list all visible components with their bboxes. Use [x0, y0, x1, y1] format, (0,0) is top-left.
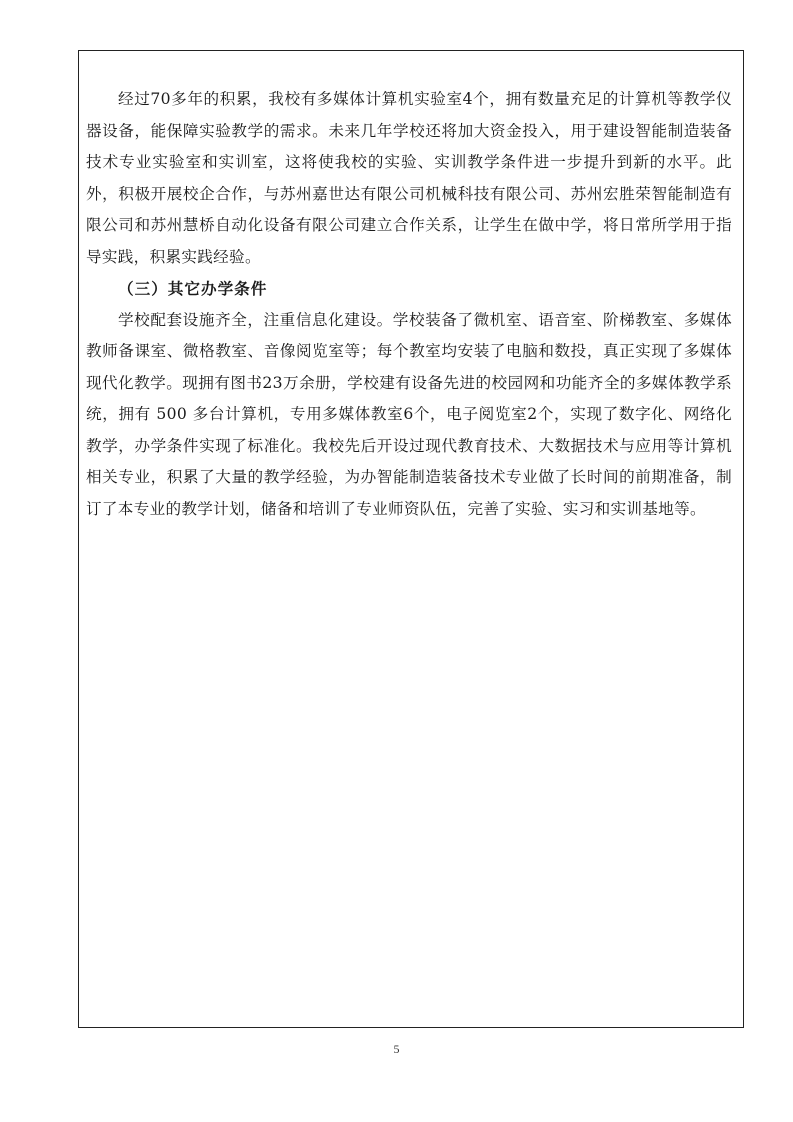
page-number: 5 — [393, 1042, 400, 1056]
document-body — [86, 84, 732, 525]
section-heading-other-conditions: （三）其它办学条件 — [118, 279, 268, 298]
paragraph-lab-resources: 经过70多年的积累，我校有多媒体计算机实验室4个，拥有数量充足的计算机等教学仪器设备，能保障实验教学的需求。未来几年学校还将加大资金投入，用于建设智能制造装备技术专业实验室和实训室，这将使我校的实验、实训教学条件进一步提升到新的水平。此外，积极开展校企合作，与苏州嘉世达有限公司机械科技有限公司、苏州宏胜荣智能制造有限公司和苏州慧桥自动化设备有限公司建立合作关系，让学生在做中学，将日常所学用于指导实践，积累实践经验。 — [86, 90, 732, 266]
paragraph-facilities: 学校配套设施齐全，注重信息化建设。学校装备了微机室、语音室、阶梯教室、多媒体教师备课室、微格教室、音像阅览室等；每个教室均安装了电脑和数投，真正实现了多媒体现代化教学。现拥有图书23万余册，学校建有设备先进的校园网和功能齐全的多媒体教学系统，拥有 500 多台计算机，专用多媒体教室6个，电子阅览室2个，实现了数字化、网络化教学，办学条件实现了标准化。我校先后开设过现代教育技术、大数据技术与应用等计算机相关专业，积累了大量的教学经验，为办智能制造装备技术专业做了长时间的前期准备，制订了本专业的教学计划，储备和培训了专业师资队伍，完善了实验、实习和实训基地等。 — [86, 310, 732, 518]
